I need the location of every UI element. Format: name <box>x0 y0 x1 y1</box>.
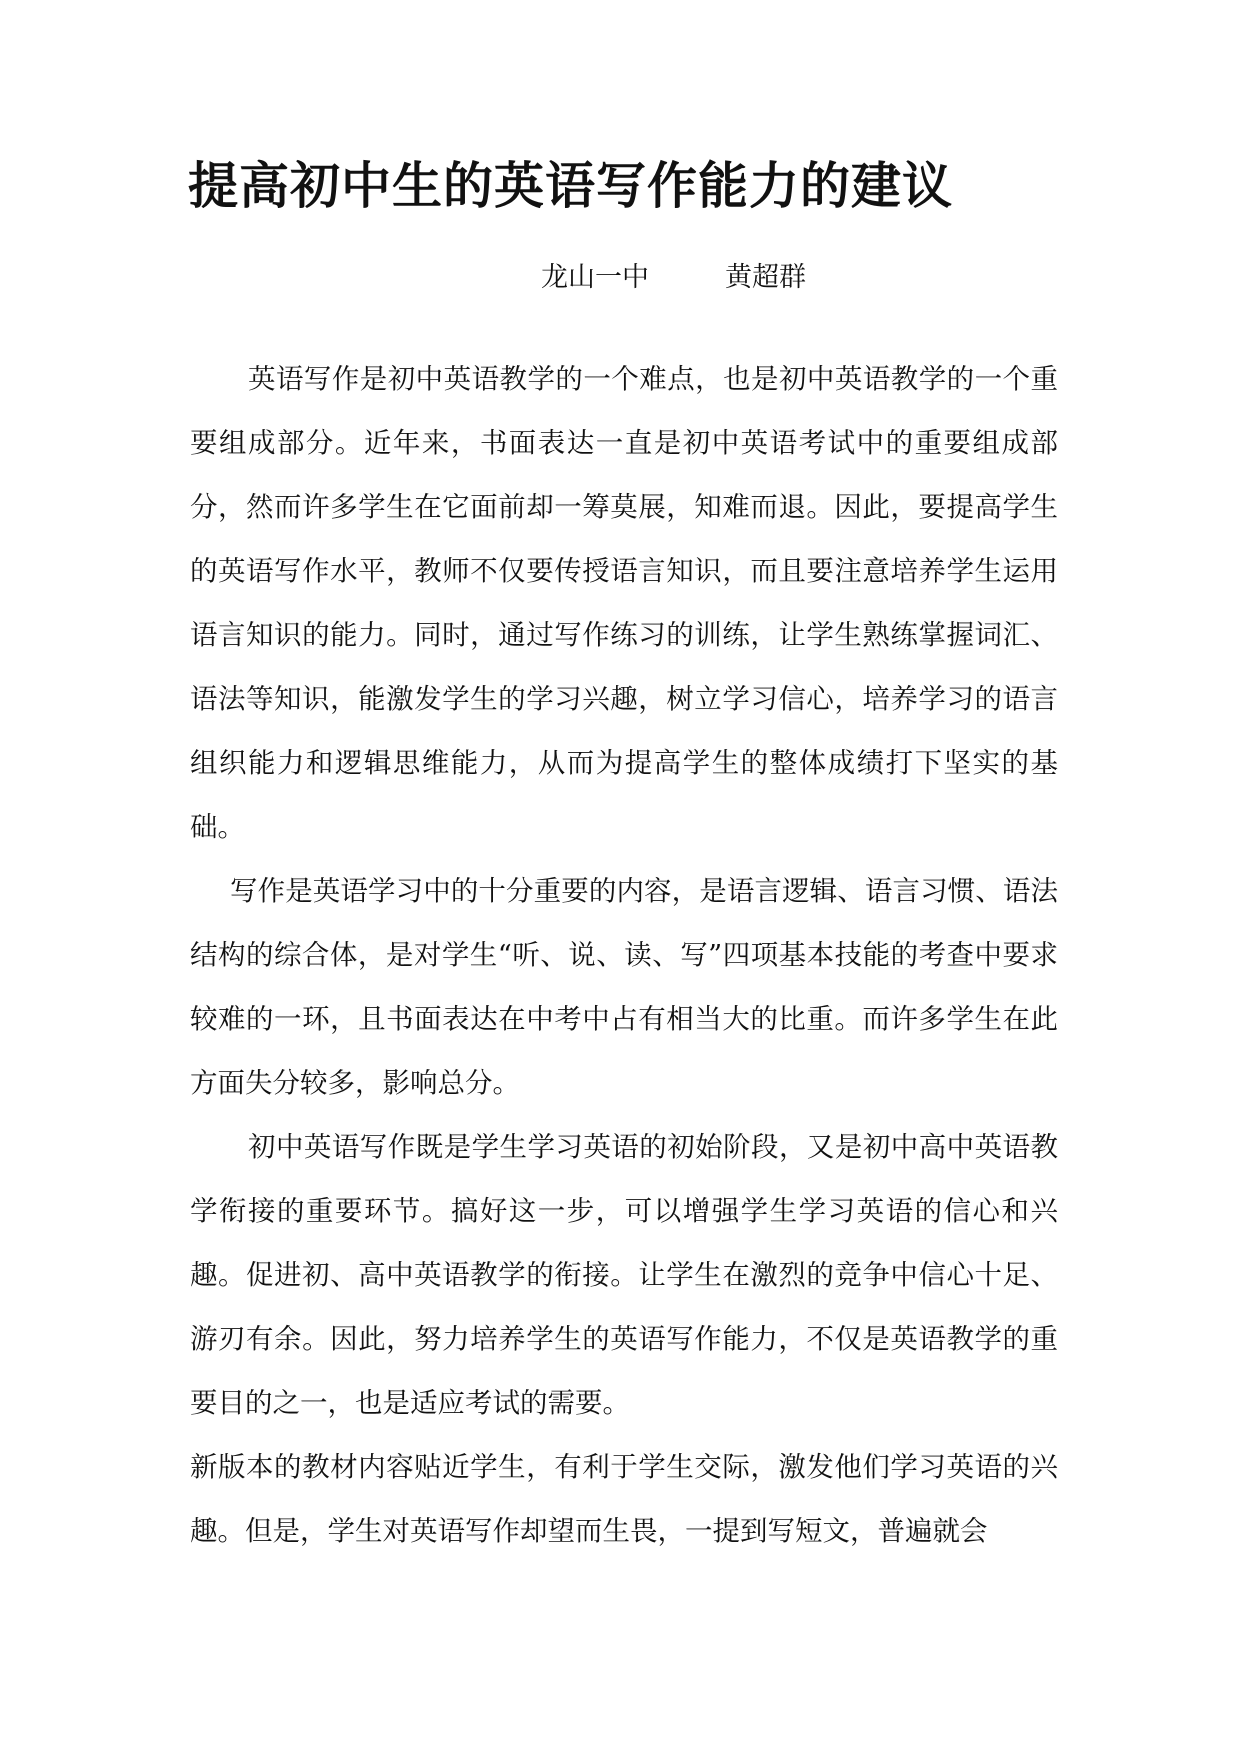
byline-school: 龙山一中 <box>541 262 649 293</box>
document-body <box>190 347 1058 1563</box>
paragraph: 初中英语写作既是学生学习英语的初始阶段，又是初中高中英语教学衔接的重要环节。搞好这一步，可以增强学生学习英语的信心和兴趣。促进初、高中英语教学的衔接。让学生在激烈的竞争中信心十足、游刃有余。因此，努力培养学生的英语写作能力，不仅是英语教学的重要目的之一，也是适应考试的需要。 <box>190 1131 1058 1419</box>
byline <box>541 258 806 298</box>
paragraph: 写作是英语学习中的十分重要的内容，是语言逻辑、语言习惯、语法结构的综合体，是对学生“听、说、读、写”四项基本技能的考查中要求较难的一环，且书面表达在中考中占有相当大的比重。而许多学生在此方面失分较多，影响总分。 <box>190 875 1058 1099</box>
paragraph: 新版本的教材内容贴近学生，有利于学生交际，激发他们学习英语的兴趣。但是，学生对英语写作却望而生畏，一提到写短文，普遍就会 <box>190 1451 1058 1547</box>
paragraph: 英语写作是初中英语教学的一个难点，也是初中英语教学的一个重要组成部分。近年来，书面表达一直是初中英语考试中的重要组成部分，然而许多学生在它面前却一筹莫展，知难而退。因此，要提高学生的英语写作水平，教师不仅要传授语言知识，而且要注意培养学生运用语言知识的能力。同时，通过写作练习的训练，让学生熟练掌握词汇、语法等知识，能激发学生的学习兴趣，树立学习信心，培养学习的语言组织能力和逻辑思维能力，从而为提高学生的整体成绩打下坚实的基础。 <box>190 363 1058 843</box>
byline-author: 黄超群 <box>725 262 806 293</box>
document-title: 提高初中生的英语写作能力的建议 <box>188 156 953 215</box>
